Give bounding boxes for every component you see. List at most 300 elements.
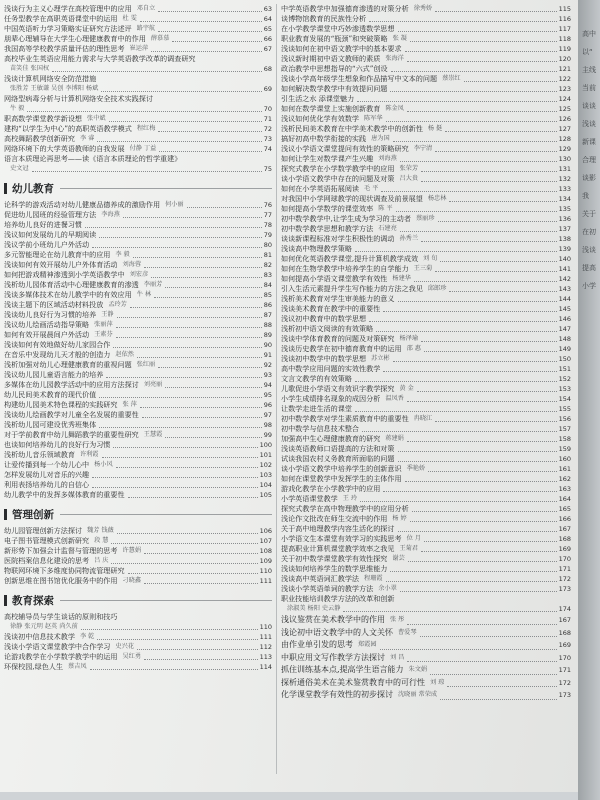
entry-title: 让数学走进生活的课堂 xyxy=(281,404,352,413)
entry-author: 沈晓丽 常荣成 xyxy=(398,691,438,698)
entry-author: 杨忠林 xyxy=(427,195,447,202)
entry-author: 朱文娟 xyxy=(408,666,428,673)
toc-entry xyxy=(4,270,272,280)
dot-leader xyxy=(435,11,556,12)
entry-page-number: 149 xyxy=(558,345,571,353)
dot-leader xyxy=(101,91,261,92)
toc-entry xyxy=(281,4,571,14)
entry-title: 中职应用文写作教学方法探讨 xyxy=(281,652,385,662)
dot-leader xyxy=(137,649,258,650)
entry-title: 文言文教学的有效策略 xyxy=(281,374,352,383)
entry-author: 陈军华 xyxy=(364,115,383,122)
entry-author: 许利霞 xyxy=(79,451,99,458)
entry-author: 牛 林 xyxy=(136,291,152,298)
dot-leader xyxy=(343,611,556,612)
entry-title: 如何让学生对数学课产生兴趣 xyxy=(281,154,374,163)
entry-title: 创新思维在图书馆优化服务中的作用 xyxy=(4,576,118,585)
entry-title: 小学英语课堂教学 xyxy=(281,494,338,503)
entry-author: 许慧娟 xyxy=(122,547,142,554)
entry-title: 我国高等学校教学质量评估的理性思考 xyxy=(4,44,125,53)
entry-title: 关于高中地理教学内容生活化的探讨 xyxy=(281,524,395,533)
entry-author: 曹爱琴 xyxy=(398,628,417,636)
dot-leader xyxy=(355,381,557,382)
entry-page-number: 163 xyxy=(558,485,571,493)
entry-author: 李海燕 xyxy=(101,211,120,218)
entry-author: 邱郎珍 xyxy=(427,285,447,292)
dot-leader xyxy=(111,543,257,544)
entry-page-number: 89 xyxy=(263,331,272,339)
toc-entry xyxy=(281,374,571,384)
entry-page-number: 155 xyxy=(558,405,571,413)
dot-leader xyxy=(405,481,557,482)
dot-leader xyxy=(144,267,262,268)
dot-leader xyxy=(407,111,557,112)
entry-title: 论游戏教学在小学数学教学中的运用 xyxy=(4,652,118,661)
toc-entry xyxy=(281,594,571,604)
entry-author: 张 萍 xyxy=(122,401,137,408)
entry-page-number: 154 xyxy=(558,395,571,403)
toc-entry xyxy=(4,430,272,440)
toc-group-general xyxy=(4,4,272,174)
entry-page-number: 172 xyxy=(558,678,571,687)
dot-leader xyxy=(407,441,557,442)
entry-title: 浅析幼儿园体育活动中心理健康教育的渗透 xyxy=(4,280,139,289)
entry-title: 浅析美术教育对学生审美能力的意义 xyxy=(281,294,395,303)
entry-page-number: 167 xyxy=(558,525,571,533)
entry-title: 浅谈如何有效地做好幼儿家园合作 xyxy=(4,340,111,349)
entry-page-number: 159 xyxy=(558,445,571,453)
entry-page-number: 167 xyxy=(558,616,571,624)
entry-page-number: 122 xyxy=(558,75,571,83)
entry-title: 浅论作文批改在师生交流中的作用 xyxy=(281,514,388,523)
entry-title: 试谈我国农村义务教育所面临的问题 xyxy=(281,454,395,463)
entry-author: 张海洋 xyxy=(385,55,404,62)
dot-leader xyxy=(113,347,261,348)
entry-author: 杨 婷 xyxy=(392,515,407,522)
entry-title: 浅议幼儿绘画活动指导策略 xyxy=(4,320,90,329)
dot-leader xyxy=(154,297,262,298)
toc-entry xyxy=(4,300,272,310)
dot-leader xyxy=(393,361,557,362)
toc-entry xyxy=(281,444,571,454)
entry-author: 蔡崇红 xyxy=(442,75,461,82)
toc-entry xyxy=(4,490,272,500)
toc-entry xyxy=(281,564,571,574)
dot-leader xyxy=(421,171,557,172)
entry-page-number: 119 xyxy=(558,45,571,53)
entry-page-number: 171 xyxy=(558,666,571,674)
entry-title: 游戏化教学在小学教学中的应用 xyxy=(281,484,381,493)
toc-entry xyxy=(281,124,571,134)
toc-entry xyxy=(4,526,272,536)
entry-author: 徐静 张元明 赵英 尚久前 xyxy=(10,623,78,630)
entry-title: 浅议如何优化学有效数学 xyxy=(281,114,360,123)
dot-leader xyxy=(398,461,557,462)
toc-entry xyxy=(4,64,272,74)
entry-title: 政治教学中思想指导的“六式”创设 xyxy=(281,64,388,73)
section-rule xyxy=(60,600,272,601)
toc-group-exploration xyxy=(4,612,272,672)
dot-leader xyxy=(92,477,257,478)
entry-title: 浅谈美术教育在教学中的重要性 xyxy=(281,304,381,313)
entry-page-number: 168 xyxy=(558,628,571,637)
entry-page-number: 97 xyxy=(263,411,272,419)
toc-entry xyxy=(281,304,571,314)
entry-page-number: 120 xyxy=(558,55,571,63)
entry-page-number: 107 xyxy=(259,537,272,545)
entry-title: 探究式教学在小学数学教学中的应用 xyxy=(281,164,395,173)
entry-title: 提高职业计算机课堂教学效率之我见 xyxy=(281,544,395,553)
entry-page-number: 64 xyxy=(263,15,272,23)
toc-entry xyxy=(4,546,272,556)
entry-title: 如何把游戏精神渗透到小学英语教学中 xyxy=(4,270,125,279)
dot-leader xyxy=(398,531,557,532)
entry-page-number: 67 xyxy=(263,45,272,53)
entry-title: 浅谈行为主义心理学在高校管理中的应用 xyxy=(4,4,132,13)
dot-leader xyxy=(407,661,556,662)
entry-author: 张丽萍 xyxy=(94,321,113,328)
entry-page-number: 135 xyxy=(558,205,571,213)
toc-entry xyxy=(4,260,272,270)
dot-leader xyxy=(151,51,262,52)
entry-author: 魏芳 钱薇 xyxy=(87,527,114,534)
toc-entry xyxy=(4,310,272,320)
entry-title: 浅谈英语教师口语提高的方法和对策 xyxy=(281,444,395,453)
entry-title: 论科学的游戏活动对幼儿健康品德养成的激励作用 xyxy=(4,200,161,209)
dot-leader xyxy=(440,699,556,700)
entry-author: 程红梅 xyxy=(136,125,156,132)
toc-entry xyxy=(281,664,571,677)
section-heading-exploration xyxy=(4,593,272,608)
entry-page-number: 172 xyxy=(558,575,571,583)
dot-leader xyxy=(417,391,557,392)
entry-title: 也谈如何培养幼儿的良好行为习惯 xyxy=(4,440,111,449)
dot-leader xyxy=(398,301,557,302)
dot-leader xyxy=(407,624,556,625)
dot-leader xyxy=(116,337,262,338)
dot-leader xyxy=(187,207,262,208)
entry-title: 小学生成绩排名现象的成因分析 xyxy=(281,394,381,403)
entry-author: 张中斌 xyxy=(87,115,106,122)
entry-title: 中学英语教学中加强德育渗透的对策分析 xyxy=(281,4,409,13)
dot-leader xyxy=(106,377,261,378)
entry-author: 黄 金 xyxy=(399,385,414,392)
toc-entry xyxy=(281,54,571,64)
dot-leader xyxy=(92,487,257,488)
toc-entry xyxy=(4,536,272,546)
entry-author: 余小翠 xyxy=(378,585,397,592)
entry-author: 蔡丽珍 xyxy=(415,215,435,222)
toc-entry xyxy=(4,450,272,460)
entry-page-number: 147 xyxy=(558,325,571,333)
entry-author: 位 月 xyxy=(406,535,421,542)
entry-page-number: 75 xyxy=(263,165,272,173)
entry-author: 张胜芳 王敏谦 吴创 李博阳 杨斌 xyxy=(10,85,99,92)
entry-page-number: 103 xyxy=(259,471,272,479)
entry-page-number: 136 xyxy=(558,215,571,223)
entry-page-number: 143 xyxy=(558,285,571,293)
dot-leader xyxy=(435,151,556,152)
dot-leader xyxy=(424,351,557,352)
toc-entry xyxy=(281,154,571,164)
toc-group-preschool xyxy=(4,200,272,500)
dot-leader xyxy=(85,227,262,228)
toc-entry xyxy=(281,604,571,614)
toc-entry xyxy=(281,64,571,74)
entry-page-number: 150 xyxy=(558,355,571,363)
entry-title: 谈小学语文教学中培养学生的创新意识 xyxy=(281,464,402,473)
entry-author: 蔡吉凤 xyxy=(68,663,87,670)
dot-leader xyxy=(408,561,557,562)
dot-leader xyxy=(117,533,258,534)
toc-entry xyxy=(4,662,272,672)
entry-title: 初中数学教学中,让学生成为学习的主动者 xyxy=(281,214,411,223)
entry-author: 陈 平 xyxy=(378,205,393,212)
entry-title: 对于学前教育中幼儿舞蹈教学的重要性研究 xyxy=(4,430,139,439)
toc-entry xyxy=(281,554,571,564)
entry-title: 浅析幼儿音乐领域教育 xyxy=(4,450,75,459)
entry-title: 如何有效开展晨间户外活动 xyxy=(4,330,90,339)
entry-title: 任务型教学在高职英语课堂中的运用 xyxy=(4,14,118,23)
entry-title: 由作业单引发的思考 xyxy=(281,640,353,649)
toc-entry xyxy=(281,344,571,354)
toc-entry xyxy=(4,154,272,164)
entry-title: 儿歌促进小学语文有效识字教学探究 xyxy=(281,384,395,393)
right-column xyxy=(281,4,571,702)
entry-page-number: 105 xyxy=(259,491,272,499)
entry-title: 浅析幼儿园可建设优秀班集体 xyxy=(4,420,97,429)
entry-page-number: 69 xyxy=(263,85,272,93)
entry-page-number: 90 xyxy=(263,341,272,349)
entry-author: 刘海燕 xyxy=(378,155,397,162)
entry-title: 浅谈高中物理教学策略 xyxy=(281,244,352,253)
dot-leader xyxy=(440,261,556,262)
entry-page-number: 110 xyxy=(259,623,272,631)
toc-entry xyxy=(4,104,272,114)
dot-leader xyxy=(445,131,556,132)
toc-entry xyxy=(281,524,571,534)
entry-title: 如何提高小学语文课堂教学有效性 xyxy=(281,274,388,283)
toc-entry xyxy=(281,574,571,584)
dot-leader xyxy=(398,31,557,32)
entry-page-number: 68 xyxy=(263,65,272,73)
entry-title: 促进幼儿园班的经验管理方法 xyxy=(4,210,97,219)
entry-title: 浅谈小学英语单词的教学方法 xyxy=(281,584,374,593)
entry-page-number: 173 xyxy=(558,691,571,699)
toc-entry xyxy=(4,230,272,240)
left-column xyxy=(4,4,272,672)
entry-author: 张红丽 xyxy=(136,361,156,368)
entry-author: 杨 挺 xyxy=(427,125,443,132)
entry-title: 电子图书管理模式创新研究 xyxy=(4,536,90,545)
entry-page-number: 74 xyxy=(263,145,272,153)
entry-title: 环保校园,绿色人生 xyxy=(4,662,64,671)
section-title: 管理创新 xyxy=(12,509,54,521)
dot-leader xyxy=(421,551,557,552)
dot-leader xyxy=(111,563,257,564)
entry-author: 刁晓鑫 xyxy=(122,577,142,584)
column-divider xyxy=(276,4,277,774)
edge-fragment: 当前 xyxy=(582,84,596,92)
dot-leader xyxy=(421,241,557,242)
toc-entry xyxy=(281,224,571,234)
entry-title: 浅谈小学高年级学生想象和作品描写中文本的问题 xyxy=(281,74,438,83)
toc-entry xyxy=(4,210,272,220)
entry-author: 吴红勇 xyxy=(122,653,142,660)
toc-entry xyxy=(4,632,272,642)
entry-page-number: 96 xyxy=(263,401,272,409)
entry-page-number: 87 xyxy=(263,311,272,319)
entry-title: 新形势下加强会计监督与管理的思考 xyxy=(4,546,118,555)
entry-title: 网络型病毒分析与计算机网络安全技术实践探讨 xyxy=(4,94,153,103)
dot-leader xyxy=(407,61,557,62)
toc-entry xyxy=(4,4,272,14)
entry-title: 高校辅导员与学生谈话的原则和技巧 xyxy=(4,612,118,621)
entry-page-number: 63 xyxy=(263,5,272,13)
toc-entry xyxy=(281,334,571,344)
dot-leader xyxy=(137,357,262,358)
entry-page-number: 138 xyxy=(558,235,571,243)
dot-leader xyxy=(109,121,262,122)
entry-title: 在小学教学课堂中巧妙渗透数学思想 xyxy=(281,24,395,33)
entry-page-number: 93 xyxy=(263,371,272,379)
entry-page-number: 112 xyxy=(259,643,272,651)
entry-page-number: 132 xyxy=(558,175,571,183)
entry-page-number: 80 xyxy=(263,241,272,249)
entry-title: 浅谈幼儿良好行为习惯的培养 xyxy=(4,310,97,319)
dot-leader xyxy=(430,674,556,675)
entry-title: 谈小学语文教学中存在的问题及对策 xyxy=(281,174,395,183)
entry-title: 物联网环境下多维度协同物流管理研究 xyxy=(4,566,125,575)
entry-author: 邵 惠 xyxy=(406,345,421,352)
dot-leader xyxy=(123,217,262,218)
entry-page-number: 113 xyxy=(259,653,272,661)
entry-page-number: 82 xyxy=(263,261,272,269)
dot-leader xyxy=(99,427,262,428)
entry-title: 初中数学教学思想和教学方法 xyxy=(281,224,374,233)
toc-entry xyxy=(4,380,272,390)
dot-leader xyxy=(165,437,261,438)
toc-entry xyxy=(281,104,571,114)
entry-author: 李 乾 xyxy=(79,633,95,640)
dot-leader xyxy=(407,401,557,402)
entry-page-number: 77 xyxy=(263,211,272,219)
dot-leader xyxy=(355,411,557,412)
entry-author: 石建亮 xyxy=(378,225,397,232)
dot-leader xyxy=(172,41,261,42)
entry-title: 高校毕业生英语应用能力需求与大学英语教学改革的调查研究 xyxy=(4,54,196,63)
entry-page-number: 124 xyxy=(558,95,571,103)
entry-author: 张 凝 xyxy=(392,35,407,42)
entry-title: 浅谈小学语文课堂教学中合作学习 xyxy=(4,642,111,651)
entry-title: 浅谈计算机网络安全防范措施 xyxy=(4,74,97,83)
dot-leader xyxy=(158,131,261,132)
edge-fragment: 以“ xyxy=(582,48,593,56)
section-title: 幼儿教育 xyxy=(12,183,54,195)
entry-page-number: 71 xyxy=(263,115,272,123)
toc-entry xyxy=(281,264,571,274)
dot-leader xyxy=(376,331,556,332)
entry-page-number: 133 xyxy=(558,185,571,193)
entry-page-number: 88 xyxy=(263,321,272,329)
entry-page-number: 70 xyxy=(263,105,272,113)
entry-title: 对我国中小学网球教学的现状调查及前景展望 xyxy=(281,194,423,203)
dot-leader xyxy=(393,141,557,142)
toc-entry xyxy=(281,244,571,254)
dot-leader xyxy=(144,583,258,584)
entry-page-number: 100 xyxy=(259,441,272,449)
edge-fragment: 新课 xyxy=(582,138,596,146)
toc-entry xyxy=(281,14,571,24)
entry-page-number: 84 xyxy=(263,281,272,289)
entry-title: 浅析加强对幼儿心理健康教育的重视问题 xyxy=(4,360,132,369)
edge-fragment: 主线 xyxy=(582,66,596,74)
dot-leader xyxy=(113,447,257,448)
entry-page-number: 91 xyxy=(263,351,272,359)
entry-page-number: 104 xyxy=(259,481,272,489)
dot-leader xyxy=(27,111,261,112)
dot-leader xyxy=(400,231,557,232)
toc-entry xyxy=(281,627,571,640)
dot-leader xyxy=(420,636,557,637)
entry-title: 医院档案信息化建设的思考 xyxy=(4,556,90,565)
dot-leader xyxy=(144,659,258,660)
toc-entry xyxy=(4,340,272,350)
entry-title: 中国英语听力学习策略实证研究方法述评 xyxy=(4,24,132,33)
entry-title: 利用表扬培养幼儿的自信心 xyxy=(4,480,90,489)
dot-leader xyxy=(32,171,262,172)
dot-leader xyxy=(424,541,557,542)
entry-page-number: 78 xyxy=(263,221,272,229)
entry-title: 网络环境下的大学英语教师的自我发展 xyxy=(4,144,125,153)
entry-author: 毛 平 xyxy=(364,185,379,192)
toc-entry xyxy=(281,354,571,364)
entry-title: 浅谈多媒体技术在幼儿教学中的有效应用 xyxy=(4,290,132,299)
entry-page-number: 123 xyxy=(558,85,571,93)
entry-author: 王素芬 xyxy=(94,331,113,338)
toc-entry xyxy=(4,642,272,652)
toc-entry xyxy=(4,440,272,450)
toc-entry xyxy=(281,434,571,444)
entry-title: 浅谈如何有效开展幼儿户外体育活动 xyxy=(4,260,118,269)
entry-author: 季艳娇 xyxy=(406,465,426,472)
entry-page-number: 139 xyxy=(558,245,571,253)
entry-author: 牛 毅 xyxy=(10,105,25,112)
entry-title: 多媒体在幼儿园教学活动中的应用方法探讨 xyxy=(4,380,139,389)
entry-title: 如何在生物学教学中培养学生的自学能力 xyxy=(281,264,409,273)
toc-entry xyxy=(4,410,272,420)
toc-entry xyxy=(4,400,272,410)
entry-page-number: 98 xyxy=(263,421,272,429)
toc-entry xyxy=(281,134,571,144)
dot-leader xyxy=(405,51,557,52)
toc-entry xyxy=(281,214,571,224)
entry-title: 高中数学应用问题的实效性教学 xyxy=(281,364,381,373)
dot-leader xyxy=(386,581,557,582)
toc-entry xyxy=(4,220,272,230)
entry-title: 浅谈高中英语词汇教学法 xyxy=(281,574,360,583)
dot-leader xyxy=(165,387,261,388)
entry-title: 如何解决数学教学中有效提问问题 xyxy=(281,84,388,93)
dot-leader xyxy=(165,287,261,288)
entry-author: 杨建华 xyxy=(392,275,411,282)
entry-page-number: 66 xyxy=(263,35,272,43)
entry-page-number: 95 xyxy=(263,391,272,399)
entry-title: 引入生活元素提升学生写作能力的方法之我见 xyxy=(281,284,423,293)
entry-title: 浅议新时期初中语文教师的素质 xyxy=(281,54,381,63)
toc-entry xyxy=(281,534,571,544)
toc-entry xyxy=(281,144,571,154)
